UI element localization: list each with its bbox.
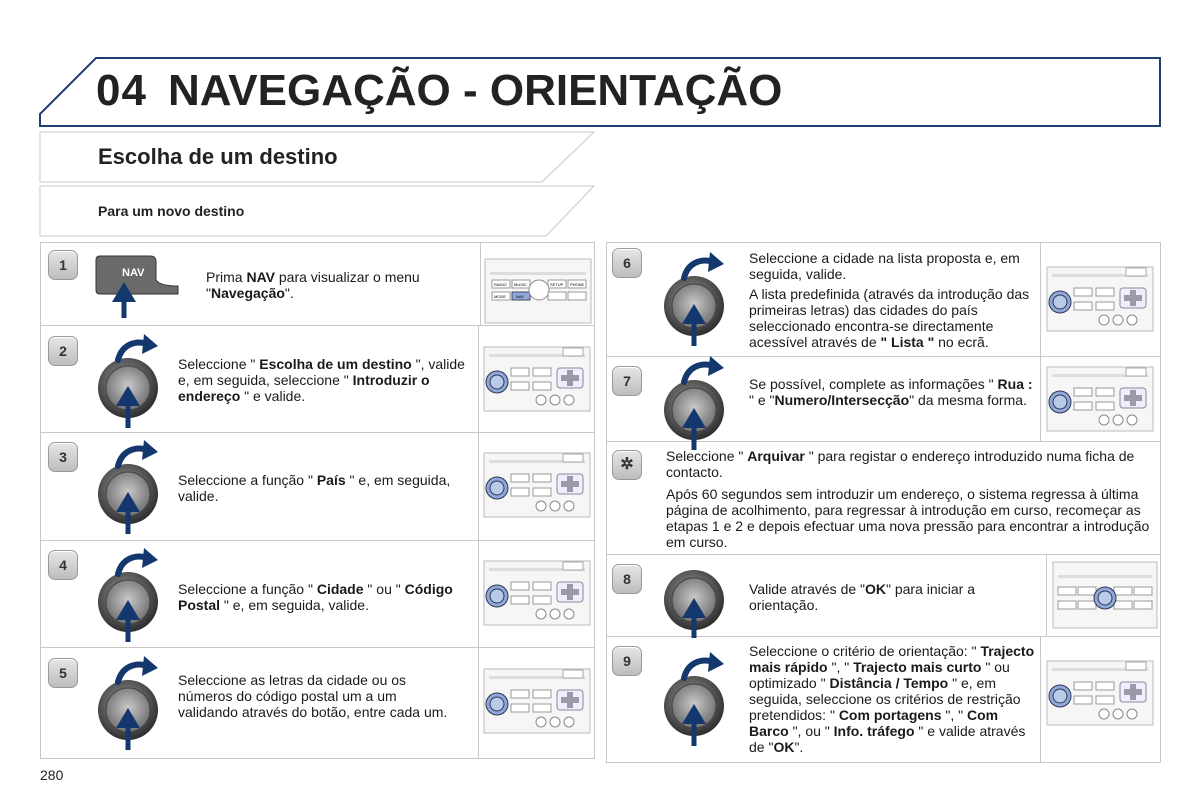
step-number-badge: 7 [612,366,642,396]
radio-panel-diagram [483,668,593,736]
step-2-text: Seleccione " Escolha de um destino ", valide e, em seguida, seleccione " Introduzir o endereço " e valide. [178,356,465,404]
radio-panel-diagram [483,346,593,414]
rotary-knob-icon [96,436,162,536]
nav-key-icon [94,252,184,322]
chapter-number: 04 [96,66,147,115]
step-6-text [749,250,1039,350]
music-label: MUSIC [514,282,527,287]
radio-label: RADIO [494,282,507,287]
mode-label: MODE [494,294,506,299]
step-4-text: Seleccione a função " Cidade " ou " Código Postal " e, em seguida, valide. [178,581,453,613]
rotary-knob-icon [662,352,728,452]
step-3-text: Seleccione a função " País " e, em seguida, valide. [178,472,451,504]
step-1-text: Prima NAV para visualizar o menu "Navegação". [206,269,420,301]
radio-panel-diagram [484,258,594,326]
setup-label: SETUP [550,282,564,287]
tip-paragraph-2: Após 60 segundos sem introduzir um endereço, o sistema regressa à última página de acolhimento, para regressar à introdução em curso, recomeçar as etapas 1 e 2 e depois efectuar uma nova pressão para encontrar a introdução em curso. [666,486,1150,550]
push-knob-icon [662,554,728,638]
radio-panel-diagram [1052,561,1162,629]
chapter-title: NAVEGAÇÃO - ORIENTAÇÃO [168,66,783,115]
step-number-badge: 4 [48,550,78,580]
step-number-badge: 8 [612,564,642,594]
subsection-title: Para um novo destino [98,203,245,219]
radio-panel-diagram [1046,366,1156,434]
step-6-paragraph-2: A lista predefinida (através da introdução das primeiras letras) das cidades do país seleccionado encontra-se directamente acessível através de " Lista " no ecrã. [749,286,1030,350]
step-number-badge: 2 [48,336,78,366]
step-8-text: Valide através de "OK" para iniciar a orientação. [749,581,976,613]
radio-panel-diagram [483,452,593,520]
tip-text [666,448,1154,550]
radio-panel-diagram [1046,266,1156,334]
radio-panel-diagram [483,560,593,628]
rotary-knob-icon [662,648,728,748]
step-9-text: Seleccione o critério de orientação: " Trajecto mais rápido ", " Trajecto mais curto " ou optimizado " Distância / Tempo " e, em seguida, seleccione os critérios de restrição pretendidos: " Com portagens ", " Com Barco ", ou " Info. tráfego " e valide através de "OK". [749,643,1035,755]
rotary-knob-icon [662,248,728,348]
tip-paragraph-1: Seleccione " Arquivar " para registar o endereço introduzido numa ficha de contacto. [666,448,1135,480]
rotary-knob-icon [96,652,162,752]
step-5-text: Seleccione as letras da cidade ou os números do código postal um a um validando através do botão, entre cada um. [178,672,448,720]
step-number-badge: 9 [612,646,642,676]
nav-label: NAV [516,294,524,299]
rotary-knob-icon [96,330,162,430]
page-number: 280 [40,767,64,783]
step-number-badge: 1 [48,250,78,280]
rotary-knob-icon [96,544,162,644]
step-number-badge: 3 [48,442,78,472]
step-6-paragraph-1: Seleccione a cidade na lista proposta e, em seguida, valide. [749,250,1020,282]
tip-lightbulb-icon: ✲ [612,450,642,480]
section-title: Escolha de um destino [98,144,338,169]
nav-key-label: NAV [122,267,145,279]
step-number-badge: 5 [48,658,78,688]
radio-panel-diagram [1046,660,1156,728]
phone-label: PHONE [570,282,585,287]
step-number-badge: 6 [612,248,642,278]
step-7-text: Se possível, complete as informações " Rua : " e "Numero/Intersecção" da mesma forma. [749,376,1033,408]
